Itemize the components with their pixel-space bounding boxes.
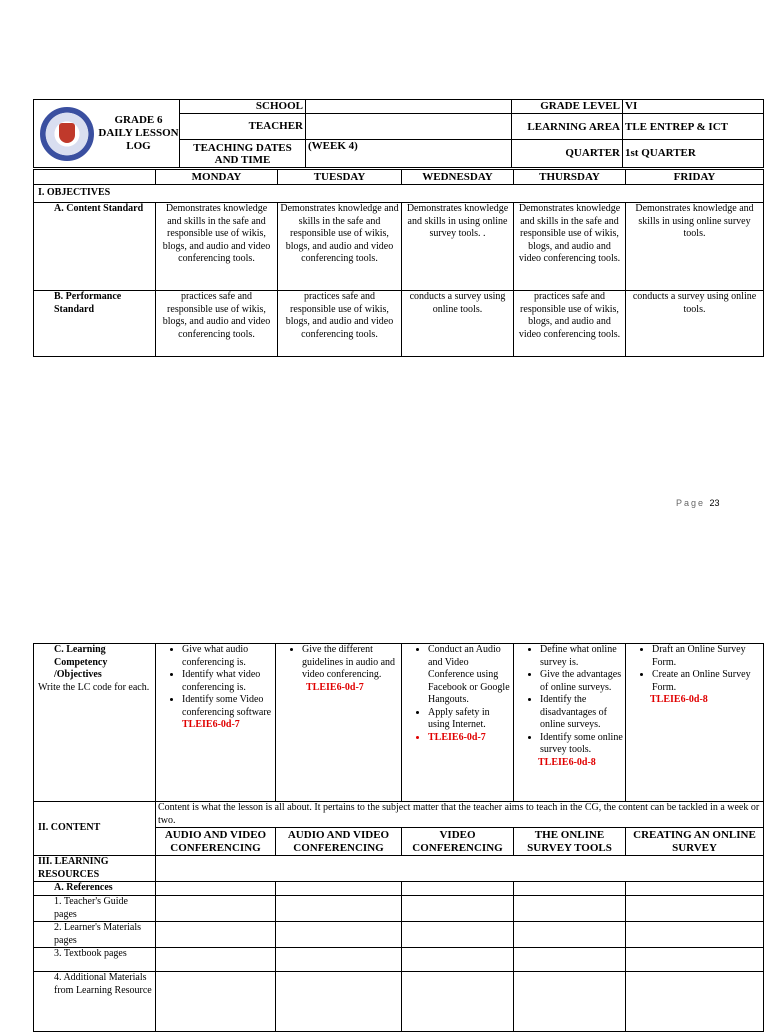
day-wednesday: WEDNESDAY — [402, 170, 514, 185]
competency-label-cell — [34, 644, 156, 802]
performance-standard-friday: conducts a survey using online tools. — [626, 291, 764, 357]
lc-code-wednesday: • TLEIE6-0d-7 — [428, 732, 511, 745]
table-cell — [156, 948, 276, 972]
grade-level-label: GRADE LEVEL — [512, 100, 623, 114]
page-number: 23 — [709, 498, 720, 508]
competency-tuesday — [276, 644, 402, 802]
performance-standard-tuesday: practices safe and responsible use of wikis, blogs, and audio and video conferencing tools. — [278, 291, 402, 357]
performance-standard-thursday: practices safe and responsible use of wikis, blogs, and audio and video conferencing tools. — [514, 291, 626, 357]
grade-label: GRADE 6 — [114, 114, 163, 126]
school-label: SCHOOL — [180, 100, 306, 114]
list-item: • Identify what video conferencing is. — [182, 669, 273, 694]
content-description: Content is what the lesson is all about. It pertains to the subject matter that the teacher aims to teach in the CG, the content can be tackled in a week or two. — [156, 802, 764, 828]
table-cell — [276, 948, 402, 972]
resource-learners-materials: 2. Learner's Materials pages — [34, 922, 156, 948]
resource-textbook: 3. Textbook pages — [34, 948, 156, 972]
table-cell — [626, 896, 764, 922]
table-cell — [156, 972, 276, 1032]
lc-code-tuesday: TLEIE6-0d-7 — [306, 681, 364, 693]
content-standard-monday: Demonstrates knowledge and skills in the safe and responsible use of wikis, blogs, and audio and video conferencing tools. — [156, 203, 278, 291]
performance-standard-wednesday: conducts a survey using online tools. — [402, 291, 514, 357]
table-cell — [402, 972, 514, 1032]
content-topic-wednesday: VIDEO CONFERENCING — [402, 828, 514, 856]
learning-area-value: TLE ENTREP & ICT — [623, 114, 764, 140]
performance-standard-monday: practices safe and responsible use of wikis, blogs, and audio and video conferencing tools. — [156, 291, 278, 357]
dates-label: TEACHING DATES AND TIME — [180, 140, 306, 168]
list-item: • Identify some online survey tools. — [540, 732, 623, 757]
lc-code-monday: TLEIE6-0d-7 — [182, 719, 240, 730]
school-value — [306, 100, 512, 114]
table-cell — [156, 882, 276, 896]
learning-resources-label: III. LEARNING RESOURCES — [34, 856, 156, 882]
day-monday: MONDAY — [156, 170, 278, 185]
list-item: • Give what audio conferencing is. — [182, 644, 273, 669]
content-standard-wednesday: Demonstrates knowledge and skills in using online survey tools. . — [402, 203, 514, 291]
list-item: • Apply safety in using Internet. — [428, 707, 511, 732]
content-topic-tuesday: AUDIO AND VIDEO CONFERENCING — [276, 828, 402, 856]
list-item: • Give the advantages of online surveys. — [540, 669, 623, 694]
dll-title: DAILY LESSON LOG — [98, 127, 179, 152]
competency-friday — [626, 644, 764, 802]
teacher-value — [306, 114, 512, 140]
list-item: • Define what online survey is. — [540, 644, 623, 669]
list-item: • Give the different guidelines in audio and video conferencing. — [302, 644, 399, 682]
content-topic-friday: CREATING AN ONLINE SURVEY — [626, 828, 764, 856]
table-cell — [156, 896, 276, 922]
competency-monday — [156, 644, 276, 802]
table-cell — [402, 948, 514, 972]
learning-resources-blank — [156, 856, 764, 882]
content-standard-label: A. Content Standard — [34, 203, 156, 291]
performance-standard-label: B. Performance Standard — [34, 291, 156, 357]
page-label: Page — [676, 498, 706, 508]
competency-note: Write the LC code for each. — [38, 681, 150, 693]
resource-additional-materials: 4. Additional Materials from Learning Resource — [34, 972, 156, 1032]
content-standard-thursday: Demonstrates knowledge and skills in the safe and responsible use of wikis, blogs, and audio and video conferencing tools. — [514, 203, 626, 291]
content-standard-tuesday: Demonstrates knowledge and skills in the safe and responsible use of wikis, blogs, and audio and video conferencing tools. — [278, 203, 402, 291]
competency-label: C. Learning Competency /Objectives — [54, 644, 108, 680]
table-cell — [626, 882, 764, 896]
grade-level-value: VI — [623, 100, 764, 114]
table-cell — [514, 948, 626, 972]
competency-wednesday — [402, 644, 514, 802]
day-tuesday: TUESDAY — [278, 170, 402, 185]
table-cell — [276, 972, 402, 1032]
dll-header-table — [33, 99, 764, 168]
table-cell — [276, 882, 402, 896]
list-item: • Create an Online Survey Form. — [652, 669, 761, 694]
objectives-table — [33, 169, 764, 357]
day-thursday: THURSDAY — [514, 170, 626, 185]
table-cell — [402, 896, 514, 922]
competency-thursday — [514, 644, 626, 802]
list-item: • Identify the disadvantages of online surveys. — [540, 694, 623, 732]
deped-logo-cell — [34, 100, 180, 168]
table-cell — [402, 882, 514, 896]
table-cell — [626, 922, 764, 948]
lc-code-thursday: TLEIE6-0d-8 — [538, 756, 596, 768]
content-topic-thursday: THE ONLINE SURVEY TOOLS — [514, 828, 626, 856]
table-cell — [402, 922, 514, 948]
table-cell — [626, 948, 764, 972]
teacher-label: TEACHER — [180, 114, 306, 140]
table-cell — [626, 972, 764, 1032]
table-cell — [156, 922, 276, 948]
learning-area-label: LEARNING AREA — [512, 114, 623, 140]
table-cell — [514, 896, 626, 922]
lc-code-friday: TLEIE6-0d-8 — [650, 694, 708, 705]
table-cell — [276, 922, 402, 948]
list-item: • Conduct an Audio and Video Conference using Facebook or Google Hangouts. — [428, 644, 511, 707]
table-cell — [514, 972, 626, 1032]
table-cell — [276, 896, 402, 922]
table-cell — [514, 882, 626, 896]
content-label: II. CONTENT — [34, 802, 156, 856]
blank-corner-cell — [34, 170, 156, 185]
page-footer — [676, 498, 720, 508]
table-cell — [514, 922, 626, 948]
content-topic-monday: AUDIO AND VIDEO CONFERENCING — [156, 828, 276, 856]
dates-value: (WEEK 4) — [306, 140, 512, 168]
competency-table — [33, 643, 764, 1032]
references-label: A. References — [34, 882, 156, 896]
quarter-value: 1st QUARTER — [623, 140, 764, 168]
day-friday: FRIDAY — [626, 170, 764, 185]
deped-seal-icon — [40, 107, 94, 161]
content-standard-friday: Demonstrates knowledge and skills in using online survey tools. — [626, 203, 764, 291]
list-item: • Draft an Online Survey Form. — [652, 644, 761, 669]
list-item: • Identify some Video conferencing software — [182, 694, 273, 719]
objectives-heading: I. OBJECTIVES — [34, 185, 764, 203]
resource-teachers-guide: 1. Teacher's Guide pages — [34, 896, 156, 922]
quarter-label: QUARTER — [512, 140, 623, 168]
